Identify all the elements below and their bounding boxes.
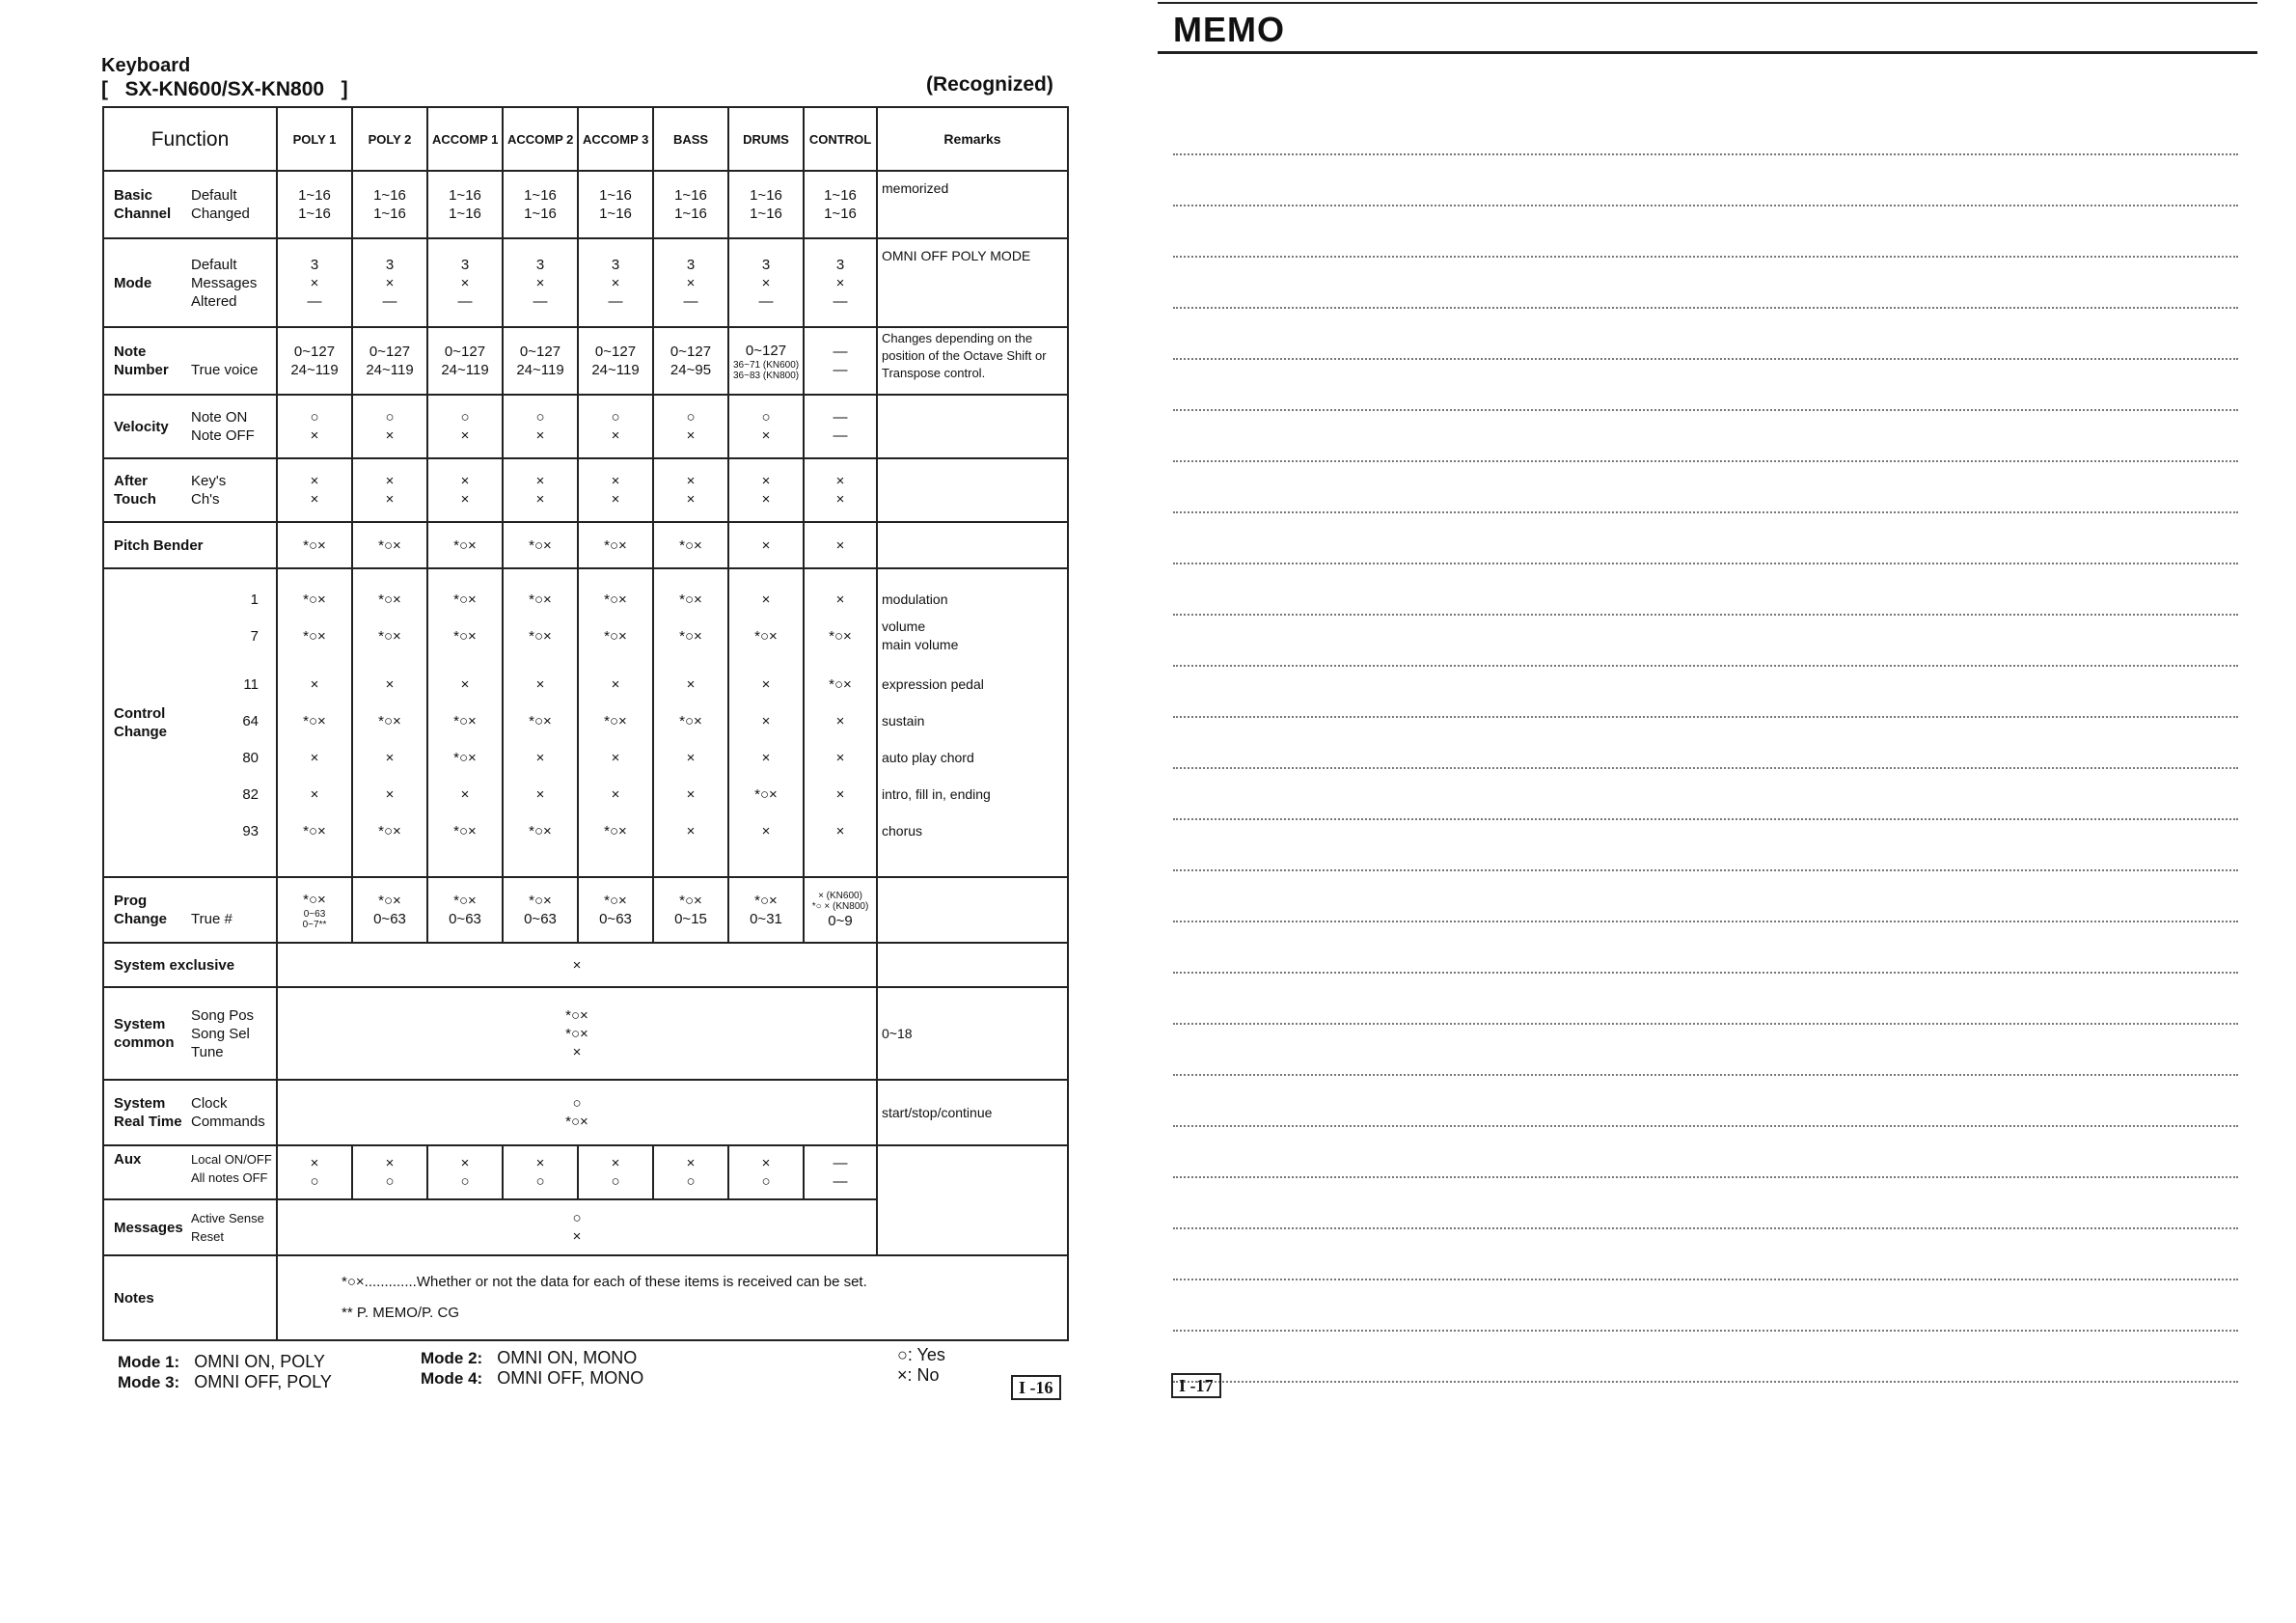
cell: *○× — [352, 522, 427, 568]
fn-sub: True voice — [191, 362, 259, 378]
remarks-header: Remarks — [877, 107, 1068, 171]
cell: *○× — [503, 522, 578, 568]
memo-lines — [1173, 104, 2238, 1383]
function-cell — [103, 987, 277, 1080]
cc-column — [578, 568, 653, 877]
cc-cell: *○× — [453, 591, 477, 608]
mode-legend-left — [118, 1352, 332, 1392]
fn-sub: Default Changed — [191, 187, 250, 222]
cell: 1~16 1~16 — [277, 171, 352, 238]
cc-cell: × — [460, 676, 470, 693]
cell: *○× 0~31 — [728, 877, 804, 943]
fn-name: System — [114, 1016, 166, 1032]
merged-cell: ○ *○× — [277, 1080, 877, 1145]
fn-name: Control — [114, 705, 166, 722]
fn-sub: Local ON/OFF All notes OFF — [191, 1152, 272, 1185]
midi-implementation-table — [102, 106, 1069, 1341]
cell: ○ × — [427, 395, 503, 458]
aftertouch-row — [103, 458, 1068, 522]
cc-cell: × — [835, 786, 845, 803]
memo-line — [1173, 820, 2238, 871]
cc-cell: *○× — [378, 591, 401, 608]
note-number-row — [103, 327, 1068, 395]
memo-line — [1173, 1229, 2238, 1280]
function-cell — [103, 522, 277, 568]
fn-sub: True # — [191, 911, 232, 927]
cell: 1~16 1~16 — [653, 171, 728, 238]
mode-row — [103, 238, 1068, 327]
cc-cell: *○× — [529, 628, 552, 645]
memo-line — [1173, 922, 2238, 974]
col-header: BASS — [653, 107, 728, 171]
cc-remark: volume main volume — [882, 619, 959, 652]
cell: × × — [352, 458, 427, 522]
memo-line — [1173, 360, 2238, 411]
remark: start/stop/continue — [877, 1080, 1068, 1145]
fn-name: Pitch Bender — [114, 536, 204, 554]
cc-cell: × — [761, 676, 771, 693]
small-note: *○ × (KN800) — [811, 900, 869, 912]
cc-number: 1 — [250, 591, 259, 608]
cell: 0~127 24~95 — [653, 327, 728, 395]
title-rule — [1158, 51, 2257, 54]
cell: ○ × — [653, 395, 728, 458]
cell: 3 × — — [578, 238, 653, 327]
cc-cell: × — [761, 823, 771, 839]
fn-name: Notes — [114, 1289, 154, 1307]
fn-name: Messages — [114, 1219, 183, 1236]
fn-name: Real Time — [114, 1114, 182, 1130]
left-page — [0, 0, 1138, 1623]
fn-name: Touch — [114, 491, 156, 508]
cc-cell: *○× — [378, 823, 401, 839]
remark: 0~18 — [877, 987, 1068, 1080]
fn-name: Channel — [114, 206, 172, 222]
cell-value: 0~9 — [828, 912, 853, 929]
memo-line — [1173, 974, 2238, 1025]
function-cell — [103, 1080, 277, 1145]
cell: *○× — [277, 522, 352, 568]
cc-cell: *○× — [453, 823, 477, 839]
memo-line — [1173, 1280, 2238, 1332]
cell: ○ × — [578, 395, 653, 458]
system-realtime-row — [103, 1080, 1068, 1145]
col-header: POLY 1 — [277, 107, 352, 171]
cc-column — [503, 568, 578, 877]
cc-cell: × — [385, 750, 395, 766]
cell: × ○ — [653, 1145, 728, 1199]
merged-cell: ○ × — [277, 1199, 877, 1255]
cell: — — — [804, 327, 877, 395]
legend-label: Mode 3: — [118, 1373, 180, 1391]
cell: 1~16 1~16 — [578, 171, 653, 238]
cc-cell: *○× — [453, 628, 477, 645]
cc-cell: × — [385, 786, 395, 803]
memo-line — [1173, 1076, 2238, 1127]
cc-cell: × — [835, 713, 845, 729]
legend-value: OMNI ON, POLY — [194, 1352, 325, 1371]
cc-cell: *○× — [604, 628, 627, 645]
cc-cell: × — [310, 750, 319, 766]
cc-number: 11 — [243, 676, 259, 693]
fn-sub: Key's Ch's — [191, 473, 227, 508]
cc-number: 80 — [242, 750, 259, 766]
basic-channel-row — [103, 171, 1068, 238]
fn-name: Note — [114, 344, 147, 360]
cell: 1~16 1~16 — [503, 171, 578, 238]
function-header: Function — [103, 107, 277, 171]
fn-sub: Note ON Note OFF — [191, 409, 255, 444]
cell: 0~127 24~119 — [352, 327, 427, 395]
cell — [277, 877, 352, 943]
col-header: POLY 2 — [352, 107, 427, 171]
cell: 1~16 1~16 — [352, 171, 427, 238]
cc-number: 7 — [250, 628, 259, 645]
cell: 3 × — — [352, 238, 427, 327]
merged-cell: × — [277, 943, 877, 987]
cell: × × — [804, 458, 877, 522]
memo-line — [1173, 206, 2238, 258]
cell: 0~127 24~119 — [578, 327, 653, 395]
cell: *○× — [427, 522, 503, 568]
remark — [877, 395, 1068, 458]
cc-remark: chorus — [882, 823, 923, 839]
cc-cell: × — [310, 786, 319, 803]
program-change-row — [103, 877, 1068, 943]
cell: × × — [653, 458, 728, 522]
top-rule — [1158, 2, 2257, 4]
fn-sub: Clock Commands — [191, 1095, 265, 1130]
cell: 3 × — — [503, 238, 578, 327]
cell: 3 × — — [277, 238, 352, 327]
legend-no: ×: No — [897, 1365, 940, 1385]
cc-number: 93 — [242, 823, 259, 839]
cell: 1~16 1~16 — [427, 171, 503, 238]
cell-value: 0~127 — [745, 342, 787, 359]
cell — [804, 877, 877, 943]
memo-line — [1173, 871, 2238, 922]
cell: × × — [503, 458, 578, 522]
fn-name: Prog — [114, 893, 148, 909]
legend-value: OMNI OFF, POLY — [194, 1372, 332, 1391]
header-row — [103, 107, 1068, 171]
right-page — [1138, 0, 2296, 1623]
fn-name: Change — [114, 724, 168, 740]
aux-row — [103, 1145, 1068, 1199]
function-cell — [103, 943, 277, 987]
cc-cell: × — [535, 676, 545, 693]
section-title: Keyboard — [101, 55, 191, 76]
notes-cell — [277, 1255, 1068, 1340]
legend-yes: ○: Yes — [897, 1345, 945, 1364]
fn-name: Number — [114, 362, 169, 378]
remark: memorized — [877, 171, 1068, 238]
small-note: 0~63 — [303, 908, 326, 920]
cc-cell: *○× — [604, 713, 627, 729]
memo-line — [1173, 1127, 2238, 1178]
cell: 1~16 1~16 — [804, 171, 877, 238]
cell: × ○ — [728, 1145, 804, 1199]
small-note: 36~83 (KN800) — [733, 370, 800, 381]
cc-remark: auto play chord — [882, 750, 974, 765]
cc-number: 82 — [242, 786, 259, 803]
cc-cell: *○× — [679, 628, 702, 645]
memo-line — [1173, 667, 2238, 718]
col-header: ACCOMP 1 — [427, 107, 503, 171]
fn-name: Aux — [114, 1151, 142, 1168]
memo-line — [1173, 155, 2238, 206]
fn-name: Mode — [114, 274, 152, 291]
fn-name: Change — [114, 911, 168, 927]
cc-cell: *○× — [829, 676, 852, 693]
memo-line — [1173, 104, 2238, 155]
cell: *○× 0~63 — [427, 877, 503, 943]
memo-line — [1173, 513, 2238, 564]
function-cell — [103, 1199, 277, 1255]
cc-cell: × — [761, 713, 771, 729]
memo-line — [1173, 718, 2238, 769]
cell: 0~127 24~119 — [427, 327, 503, 395]
system-exclusive-row — [103, 943, 1068, 987]
legend-label: Mode 2: — [421, 1349, 483, 1367]
legend-label: Mode 4: — [421, 1369, 483, 1388]
control-change-row — [103, 568, 1068, 877]
cc-cell: × — [835, 591, 845, 608]
cell: 1~16 1~16 — [728, 171, 804, 238]
cc-cell: × — [611, 750, 620, 766]
remark: OMNI OFF POLY MODE — [877, 238, 1068, 327]
cc-column — [653, 568, 728, 877]
legend-value: OMNI OFF, MONO — [497, 1368, 644, 1388]
memo-title: MEMO — [1173, 10, 1285, 49]
cell: *○× — [578, 522, 653, 568]
cell: × × — [578, 458, 653, 522]
function-cell — [103, 1255, 277, 1340]
cell: 0~127 24~119 — [277, 327, 352, 395]
merged-cell: *○× *○× × — [277, 987, 877, 1080]
cc-cell: *○× — [453, 750, 477, 766]
cell: × × — [427, 458, 503, 522]
function-cell — [103, 1145, 277, 1199]
memo-line — [1173, 1025, 2238, 1076]
cc-cell: *○× — [453, 713, 477, 729]
small-note: 0~7** — [302, 919, 327, 930]
cc-cell: *○× — [679, 713, 702, 729]
cc-cell: × — [686, 786, 696, 803]
notes-row — [103, 1255, 1068, 1340]
remark — [877, 877, 1068, 943]
cc-cell: *○× — [754, 786, 778, 803]
memo-line — [1173, 462, 2238, 513]
cell: *○× 0~63 — [503, 877, 578, 943]
cc-column — [277, 568, 352, 877]
cc-cell: *○× — [303, 713, 326, 729]
memo-line — [1173, 1332, 2238, 1383]
memo-line — [1173, 616, 2238, 667]
function-cell — [103, 458, 277, 522]
cc-cell: × — [835, 823, 845, 839]
model-name: [ SX-KN600/SX-KN800 ] — [101, 78, 348, 100]
system-common-row — [103, 987, 1068, 1080]
cc-cell: × — [686, 823, 696, 839]
cc-cell: *○× — [604, 823, 627, 839]
cc-remark: modulation — [882, 591, 948, 607]
cc-cell: *○× — [303, 823, 326, 839]
memo-line — [1173, 769, 2238, 820]
fn-name: System — [114, 1095, 166, 1112]
cell: 0~127 24~119 — [503, 327, 578, 395]
cc-cell: *○× — [529, 823, 552, 839]
cell: 3 × — — [427, 238, 503, 327]
cell: 3 × — — [728, 238, 804, 327]
fn-name: Basic — [114, 187, 153, 204]
cc-cell: *○× — [529, 591, 552, 608]
function-cell — [103, 238, 277, 327]
legend-value: OMNI ON, MONO — [497, 1348, 638, 1367]
cc-column — [728, 568, 804, 877]
function-cell — [103, 395, 277, 458]
cell: × ○ — [503, 1145, 578, 1199]
cell: ○ × — [352, 395, 427, 458]
cc-cell: × — [310, 676, 319, 693]
cc-remark: expression pedal — [882, 676, 984, 692]
cc-cell: × — [535, 750, 545, 766]
cell: ○ × — [728, 395, 804, 458]
memo-line — [1173, 564, 2238, 616]
col-header: DRUMS — [728, 107, 804, 171]
cell: × ○ — [277, 1145, 352, 1199]
cell: × — [804, 522, 877, 568]
cc-cell: × — [535, 786, 545, 803]
cell: × × — [728, 458, 804, 522]
cc-cell: × — [611, 676, 620, 693]
memo-line — [1173, 1178, 2238, 1229]
fn-name: common — [114, 1034, 175, 1051]
cell: × ○ — [352, 1145, 427, 1199]
recognized-label: (Recognized) — [926, 73, 1053, 96]
cc-remark: intro, fill in, ending — [882, 786, 991, 802]
cell: ○ × — [503, 395, 578, 458]
function-cell — [103, 171, 277, 238]
fn-name: Velocity — [114, 418, 169, 435]
page-number: I -16 — [1011, 1375, 1061, 1400]
cell: *○× 0~15 — [653, 877, 728, 943]
cc-cell: *○× — [829, 628, 852, 645]
col-header: ACCOMP 2 — [503, 107, 578, 171]
notes-line: ** P. MEMO/P. CG — [342, 1305, 459, 1321]
cc-cell: × — [761, 591, 771, 608]
remark — [877, 943, 1068, 987]
cell — [728, 327, 804, 395]
cell: — — — [804, 1145, 877, 1199]
memo-line — [1173, 411, 2238, 462]
fn-sub: Active Sense Reset — [191, 1211, 264, 1244]
cc-cell: × — [460, 786, 470, 803]
cc-remarks — [877, 568, 1068, 877]
memo-line — [1173, 309, 2238, 360]
cell: *○× — [653, 522, 728, 568]
cell: *○× 0~63 — [578, 877, 653, 943]
velocity-row — [103, 395, 1068, 458]
cell: × × — [277, 458, 352, 522]
notes-line: *○×.............Whether or not the data for each of these items is received can be set. — [342, 1274, 867, 1290]
cc-remark: sustain — [882, 713, 925, 729]
fn-name: After — [114, 473, 149, 489]
cc-column — [804, 568, 877, 877]
cc-cell: × — [686, 676, 696, 693]
fn-sub: Song Pos Song Sel Tune — [191, 1006, 255, 1060]
function-cell — [103, 877, 277, 943]
cc-cell: *○× — [754, 628, 778, 645]
small-note: 36~71 (KN600) — [733, 359, 800, 371]
page-number: I -17 — [1171, 1373, 1221, 1398]
symbol-legend — [897, 1345, 945, 1386]
cc-cell: *○× — [604, 591, 627, 608]
cell-value: *○× — [303, 891, 326, 908]
remark — [877, 458, 1068, 522]
cell: × ○ — [578, 1145, 653, 1199]
function-cell — [103, 327, 277, 395]
pitch-bender-row — [103, 522, 1068, 568]
cc-cell: × — [686, 750, 696, 766]
function-cell — [103, 568, 277, 877]
col-header: ACCOMP 3 — [578, 107, 653, 171]
remark — [877, 522, 1068, 568]
fn-name: System exclusive — [114, 956, 235, 974]
cc-cell: *○× — [679, 591, 702, 608]
cc-cell: × — [611, 786, 620, 803]
fn-sub: Default Messages Altered — [191, 256, 258, 310]
legend-label: Mode 1: — [118, 1353, 180, 1371]
cell: 3 × — — [804, 238, 877, 327]
memo-line — [1173, 258, 2238, 309]
cc-cell: × — [761, 750, 771, 766]
cell: *○× 0~63 — [352, 877, 427, 943]
cc-cell: *○× — [529, 713, 552, 729]
remark: Changes depending on the position of the Octave Shift or Transpose control. — [877, 327, 1068, 395]
cc-cell: *○× — [378, 628, 401, 645]
cell: × ○ — [427, 1145, 503, 1199]
cell: — — — [804, 395, 877, 458]
cc-cell: *○× — [378, 713, 401, 729]
mode-legend-right — [421, 1348, 643, 1389]
remark — [877, 1145, 1068, 1255]
cell: 3 × — — [653, 238, 728, 327]
cc-cell: × — [835, 750, 845, 766]
cc-column — [427, 568, 503, 877]
cc-number: 64 — [242, 713, 259, 729]
cc-cell: × — [385, 676, 395, 693]
cc-cell: *○× — [303, 628, 326, 645]
cell: × — [728, 522, 804, 568]
cc-column — [352, 568, 427, 877]
cell: ○ × — [277, 395, 352, 458]
cc-cell: *○× — [303, 591, 326, 608]
col-header: CONTROL — [804, 107, 877, 171]
small-note: × (KN600) — [818, 890, 862, 901]
